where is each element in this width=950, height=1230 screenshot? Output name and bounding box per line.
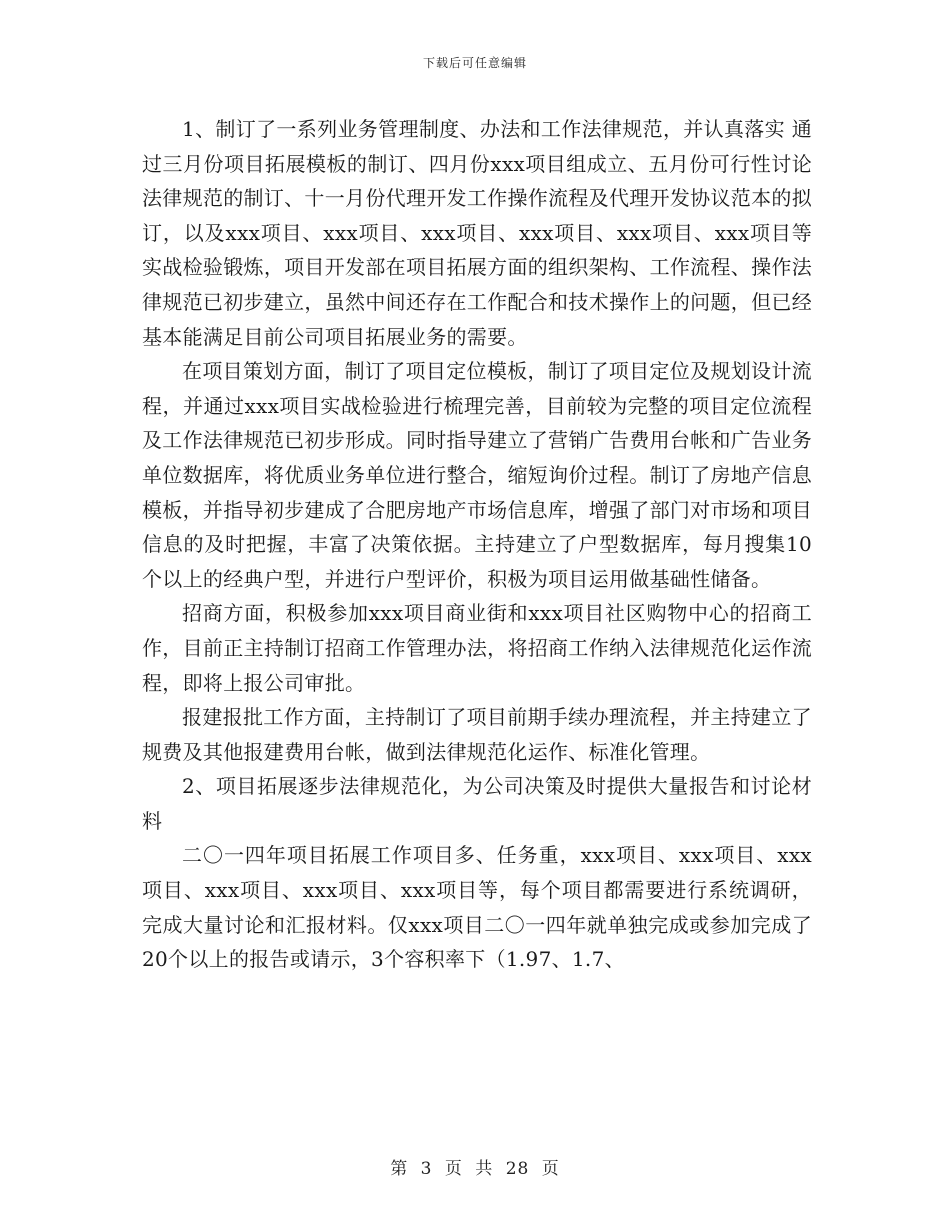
current-page-number: 3 — [420, 1159, 433, 1179]
paragraph-3: 招商方面，积极参加xxx项目商业街和xxx项目社区购物中心的招商工作，目前正主持制订招商工作管理办法，将招商工作纳入法律规范化运作流程，即将上报公司审批。 — [142, 601, 812, 695]
page-footer — [0, 1154, 950, 1179]
footer-page-word: 页 — [444, 1159, 463, 1179]
page-header: 下载后可任意编辑 — [422, 56, 527, 70]
paragraph-5: 2、项目拓展逐步法律规范化，为公司决策及时提供大量报告和讨论材料 — [142, 774, 812, 833]
document-body — [142, 112, 812, 977]
footer-suffix: 页 — [541, 1159, 560, 1179]
footer-total-word: 共 — [475, 1159, 494, 1179]
paragraph-2: 在项目策划方面，制订了项目定位模板，制订了项目定位及规划设计流程，并通过xxx项目实战检验进行梳理完善，目前较为完整的项目定位流程及工作法律规范已初步形成。同时指导建立了营销广告费用台帐和广告业务单位数据库，将优质业务单位进行整合，缩短询价过程。制订了房地产信息模板，并指导初步建成了合肥房地产市场信息库，增强了部门对市场和项目信息的及时把握，丰富了决策依据。主持建立了户型数据库，每月搜集10个以上的经典户型，并进行户型评价，积极为项目运用做基础性储备。 — [142, 359, 812, 591]
footer-prefix: 第 — [390, 1159, 409, 1179]
paragraph-6: 二〇一四年项目拓展工作项目多、任务重，xxx项目、xxx项目、xxx项目、xxx项目、xxx项目、xxx项目等，每个项目都需要进行系统调研，完成大量讨论和汇报材料。仅xxx项目二〇一四年就单独完成或参加完成了20个以上的报告或请示，3个容积率下（1.97、1.7、 — [142, 843, 812, 972]
paragraph-4: 报建报批工作方面，主持制订了项目前期手续办理流程，并主持建立了规费及其他报建费用台帐，做到法律规范化运作、标准化管理。 — [142, 705, 812, 764]
total-pages-number: 28 — [505, 1159, 530, 1179]
paragraph-1: 1、制订了一系列业务管理制度、办法和工作法律规范，并认真落实 通过三月份项目拓展模板的制订、四月份xxx项目组成立、五月份可行性讨论法律规范的制订、十一月份代理开发工作操作流程及代理开发协议范本的拟订，以及xxx项目、xxx项目、xxx项目、xxx项目、xxx项目、xxx项目等实战检验锻炼，项目开发部在项目拓展方面的组织架构、工作流程、操作法律规范已初步建立，虽然中间还存在工作配合和技术操作上的问题，但已经基本能满足目前公司项目拓展业务的需要。 — [142, 117, 812, 349]
